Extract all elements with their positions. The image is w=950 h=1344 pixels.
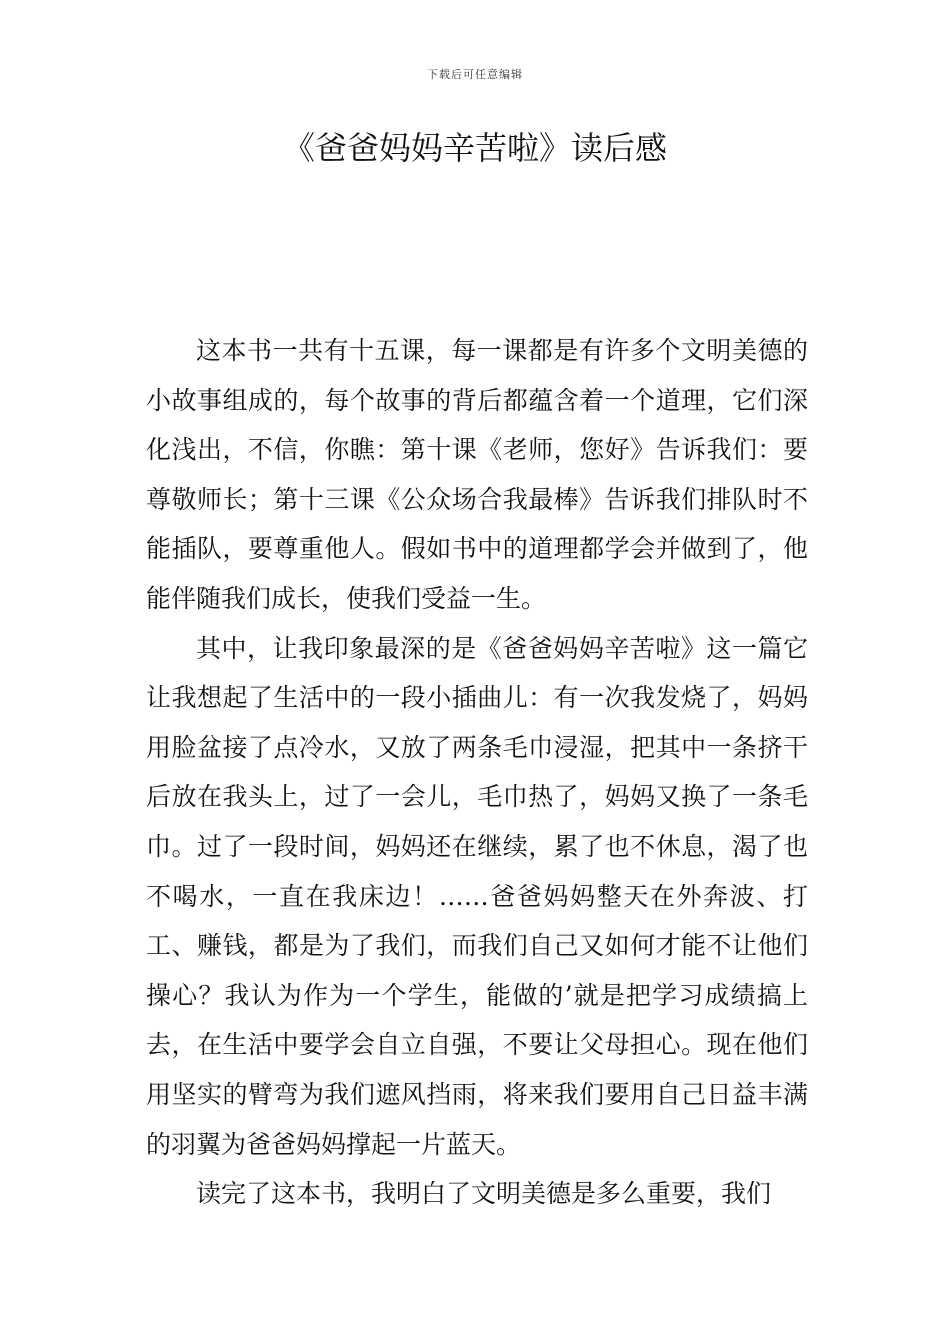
header-note: 下载后可任意编辑 xyxy=(427,68,523,81)
paragraph-2: 其中，让我印象最深的是《爸爸妈妈辛苦啦》这一篇它让我想起了生活中的一段小插曲儿：有一次我发烧了，妈妈用脸盆接了点冷水，又放了两条毛巾浸湿，把其中一条挤干后放在我头上，过了一会儿，毛巾热了，妈妈又换了一条毛巾。过了一段时间，妈妈还在继续，累了也不休息，渴了也不喝水，一直在我床边！……爸爸妈妈整天在外奔波、打工、赚钱，都是为了我们，而我们自己又如何才能不让他们操心？我认为作为一个学生，能做的’就是把学习成绩搞上去，在生活中要学会自立自强，不要让父母担心。现在他们用坚实的臂弯为我们遮风挡雨，将来我们要用自己日益丰满的羽翼为爸爸妈妈撑起一片蓝天。 xyxy=(146,633,808,1159)
document-title: 《爸爸妈妈辛苦啦》读后感 xyxy=(282,129,667,167)
paragraph-3: 读完了这本书，我明白了文明美德是多么重要，我们 xyxy=(196,1179,772,1209)
document-body xyxy=(146,326,808,1219)
paragraph-1: 这本书一共有十五课，每一课都是有许多个文明美德的小故事组成的，每个故事的背后都蕴含着一个道理，它们深化浅出，不信，你瞧：第十课《老师，您好》告诉我们：要尊敬师长；第十三课《公众场合我最棒》告诉我们排队时不能插队，要尊重他人。假如书中的道理都学会并做到了，他能伴随我们成长，使我们受益一生。 xyxy=(146,336,808,613)
